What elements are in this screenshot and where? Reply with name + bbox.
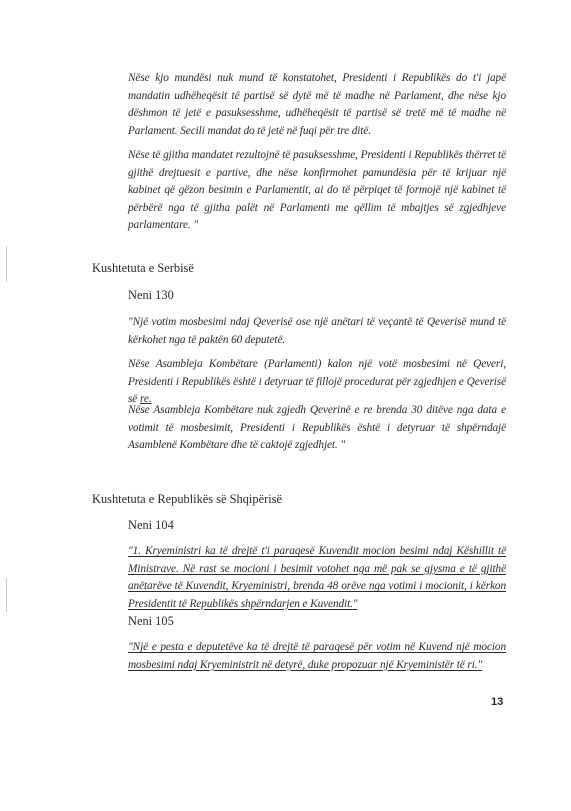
page-edge-line: [6, 246, 7, 282]
article-label-105: Neni 105: [128, 614, 174, 628]
page-edge-line: [6, 578, 7, 612]
heading-serbia-constitution: Kushtetuta e Serbisë: [92, 261, 194, 275]
quote-serbia-2-main: Nëse Asambleja Kombëtare (Parlamenti) kalon një votë mosbesimi në Qeveri, Presidenti i Republikës është i detyruar të fillojë procedurat për zgjedhjen e Qeverisë së: [128, 358, 506, 406]
quote-albania-105: "Një e pesta e deputetëve ka të drejtë të paraqesë për votim në Kuvend një mocion mosbesimi ndaj Kryeministrit në detyrë, duke propozuar një Kryeministër të ri.": [128, 641, 506, 671]
article-label-130: Neni 130: [128, 288, 174, 302]
heading-albania-constitution: Kushtetuta e Republikës së Shqipërisë: [92, 492, 282, 506]
quote-albania-104: "1. Kryeministri ka të drejtë t'i paraqesë Kuvendit mocion besimi ndaj Këshillit të Ministrave. Në rast se mocioni i besimit votohet nga më pak se gjysma e të gjithë anëtarëve të Kuvendit, Kryeministri, brenda 48 orëve nga votimi i mocionit, i kërkon Presidentit të Republikës shpërndarjen e Kuvendit.": [128, 545, 506, 610]
quote-serbia-2: [128, 356, 506, 409]
article-label-104: Neni 104: [128, 518, 174, 532]
quote-serbia-3: Nëse Asambleja Kombëtare nuk zgjedh Qeverinë e re brenda 30 ditëve nga data e votimit të mosbesimit, Presidenti i Republikës është i detyruar të shpërndajë Asamblenë Kombëtare dhe të caktojë zgjedhjet. ": [128, 404, 506, 452]
page-number: 13: [491, 696, 504, 708]
quote-serbia-1: "Një votim mosbesimi ndaj Qeverisë ose një anëtari të veçantë të Qeverisë mund të kërkohet nga të paktën 60 deputetë.: [128, 316, 506, 346]
paragraph-failed-mandates: Nëse të gjitha mandatet rezultojnë të pasuksesshme, Presidenti i Republikës thërret të gjithë drejtuesit e partive, dhe nëse konfirmohet pamundësia për të krijuar një kabinet që gëzon besimin e Parlamentit, ai do të përpiqet të formojë një kabinet të përbërë nga të gjitha palët në Parlamenti me qëllim të mbajtjes së zgjedhjeve parlamentare. ": [128, 149, 506, 232]
paragraph-mandate-transfer: Nëse kjo mundësi nuk mund të konstatohet, Presidenti i Republikës do t'i japë mandatin udhëheqësit të partisë së dytë më të madhe në Parlament, dhe nëse kjo dëshmon të jetë e pasuksesshme, udhëheqësit të partisë së tretë më të madhe në Parlament. Secili mandat do të jetë në fuqi për tre ditë.: [128, 72, 506, 137]
quote-serbia-2-underlined: re.: [139, 393, 152, 406]
